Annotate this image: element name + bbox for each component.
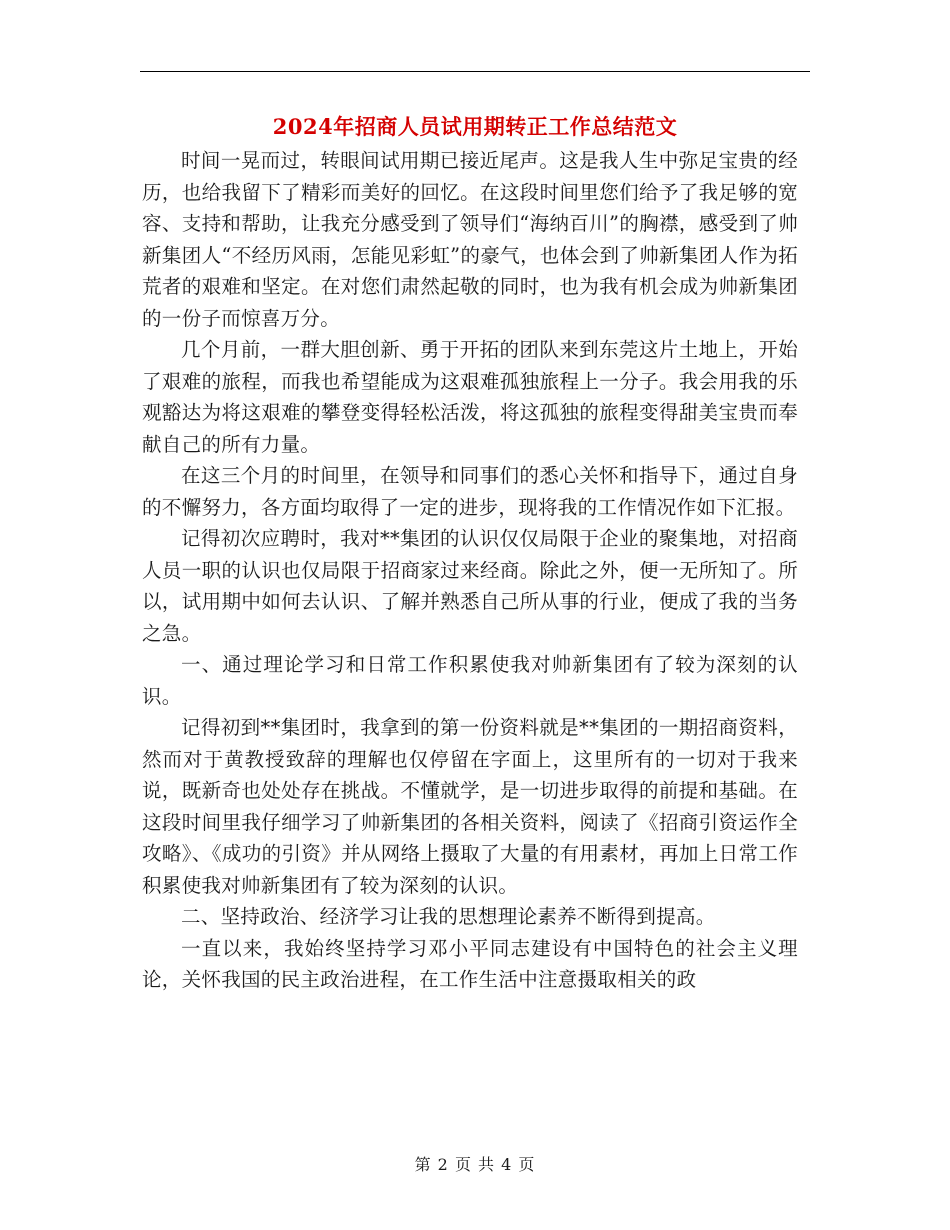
page-footer: 第 2 页 共 4 页 xyxy=(414,1155,536,1174)
paragraph: 一直以来，我始终坚持学习邓小平同志建设有中国特色的社会主义理论，关怀我国的民主政治进程，在工作生活中注意摄取相关的政 xyxy=(142,936,798,991)
header-rule xyxy=(140,71,810,72)
paragraph: 在这三个月的时间里，在领导和同事们的悉心关怀和指导下，通过自身的不懈努力，各方面均取得了一定的进步，现将我的工作情况作如下汇报。 xyxy=(142,464,798,519)
paragraph: 记得初到**集团时，我拿到的第一份资料就是**集团的一期招商资料，然而对于黄教授致辞的理解也仅停留在字面上，这里所有的一切对于我来说，既新奇也处处存在挑战。不懂就学，是一切进步取得的前提和基础。在这段时间里我仔细学习了帅新集团的各相关资料，阅读了《招商引资运作全攻略》、《成功的引资》并从网络上摄取了大量的有用素材，再加上日常工作积累使我对帅新集团有了较为深刻的认识。 xyxy=(142,716,798,897)
paragraph: 记得初次应聘时，我对**集团的认识仅仅局限于企业的聚集地，对招商人员一职的认识也仅局限于招商家过来经商。除此之外，便一无所知了。所以，试用期中如何去认识、了解并熟悉自己所从事的行业，便成了我的当务之急。 xyxy=(142,527,798,645)
document-body xyxy=(142,145,798,996)
document-title: 2024年招商人员试用期转正工作总结范文 xyxy=(272,114,678,139)
section-heading: 一、通过理论学习和日常工作积累使我对帅新集团有了较为深刻的认识。 xyxy=(142,653,798,708)
section-heading: 二、坚持政治、经济学习让我的思想理论素养不断得到提高。 xyxy=(181,905,716,928)
paragraph: 时间一晃而过，转眼间试用期已接近尾声。这是我人生中弥足宝贵的经历，也给我留下了精彩而美好的回忆。在这段时间里您们给予了我足够的宽容、支持和帮助，让我充分感受到了领导们“海纳百川”的胸襟，感受到了帅新集团人“不经历风雨，怎能见彩虹”的豪气，也体会到了帅新集团人作为拓荒者的艰难和坚定。在对您们肃然起敬的同时，也为我有机会成为帅新集团的一份子而惊喜万分。 xyxy=(142,149,798,330)
paragraph: 几个月前，一群大胆创新、勇于开拓的团队来到东莞这片土地上，开始了艰难的旅程，而我也希望能成为这艰难孤独旅程上一分子。我会用我的乐观豁达为将这艰难的攀登变得轻松活泼，将这孤独的旅程变得甜美宝贵而奉献自己的所有力量。 xyxy=(142,338,798,456)
